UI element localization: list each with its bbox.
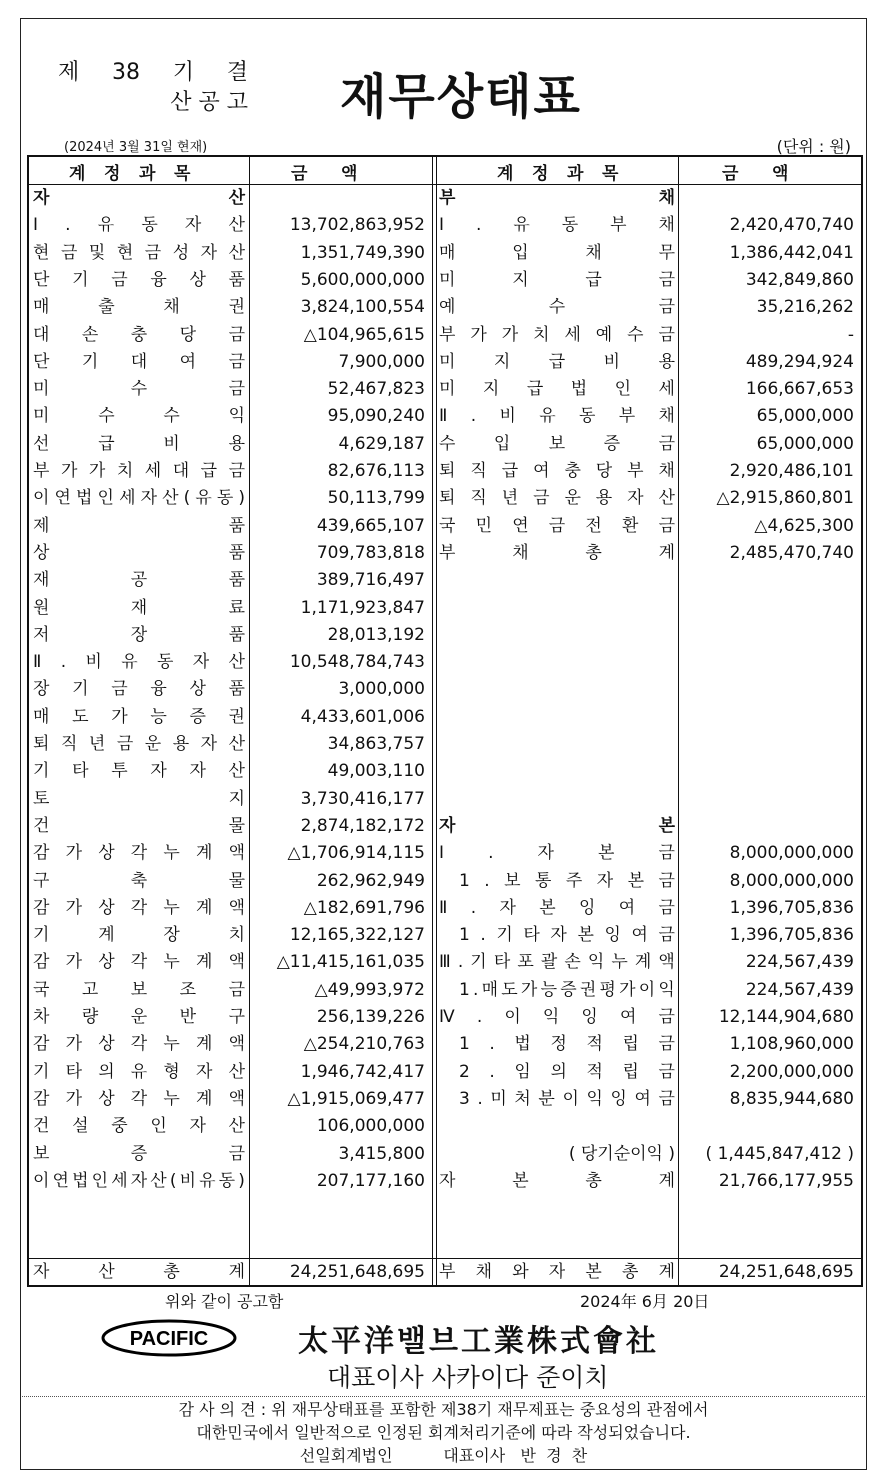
account-label: Ⅱ . 비 유 동 자 산 [33,652,245,673]
amount-value: 166,667,653 [745,379,854,400]
amount-value: 8,000,000,000 [729,870,854,891]
table-row [29,458,861,485]
amount-value: 489,294,924 [745,351,854,372]
table-row [29,1168,861,1195]
table-row [29,1086,861,1113]
amount-value: △2,915,860,801 [716,488,854,509]
account-label: 1 . 법 정 적 립 금 [459,1034,675,1055]
account-label: 부 가 가 치 세 대 급 금 [33,461,245,481]
amount-value: 262,962,949 [316,870,425,891]
account-label: 감 가 상 각 누 계 액 [33,1088,245,1109]
account-label: 퇴 직 년 금 운 용 자 산 [439,488,675,509]
ceo-name: 대표이사 사카이다 준이치 [327,1363,609,1392]
amount-value: 1,396,705,836 [729,897,854,918]
amount-value: 2,200,000,000 [729,1061,854,1082]
account-label: 미 지 급 법 인 세 [439,379,675,400]
table-row [29,212,861,239]
account-label: 퇴 직 년 금 운 용 자 산 [33,734,245,754]
amount-value: 12,144,904,680 [718,1007,854,1027]
amount-value: 106,000,000 [316,1116,425,1137]
table-row [29,977,861,1004]
left-account-header: 계 정 과 목 [69,164,191,184]
account-label: 매 도 가 능 증 권 [33,706,245,727]
table-row [29,185,861,212]
amount-value: 7,900,000 [338,351,425,372]
amount-value: 1,396,705,836 [729,925,854,946]
table-row [29,840,861,867]
account-label: 원 재 료 [33,597,245,618]
amount-value: 3,415,800 [338,1143,425,1164]
account-label: Ⅳ . 이 익 잉 여 금 [439,1007,675,1027]
amount-value: 439,665,107 [316,515,425,536]
audit-line-2: 대한민국에서 일반적으로 인정된 회계처리기준에 따라 작성되었습니다. [196,1423,691,1442]
table-row [29,622,861,649]
account-label: 이 연 법 인 세 자 산 ( 비 유 동 ) [33,1170,245,1191]
amount-value: 2,420,470,740 [729,215,854,236]
amount-value: ( 1,445,847,412 ) [705,1143,854,1164]
account-label: 자 산 [33,188,245,208]
amount-value: 224,567,439 [745,952,854,973]
table-row [29,1031,861,1058]
account-label: 1 . 기 타 자 본 잉 여 금 [459,925,675,946]
amount-value: 8,835,944,680 [729,1088,854,1109]
amount-value: 709,783,818 [316,542,425,563]
fiscal-period-label [58,58,248,118]
table-row [29,1004,861,1031]
account-label: Ⅲ . 기 타 포 괄 손 익 누 계 액 [439,952,675,973]
fiscal-period-token: 결 [226,60,248,85]
amount-value: 10,548,784,743 [289,652,425,673]
amount-value: △104,965,615 [303,324,425,345]
fiscal-period-token: 기 [172,60,194,85]
table-row [29,949,861,976]
amount-value: 34,863,757 [327,734,425,754]
table-row [29,485,861,512]
unit-label: (단위 : 원) [776,137,851,156]
table-row [29,1141,861,1168]
account-label: 자 본 [439,815,675,836]
account-label: 제 품 [33,515,245,536]
account-label: 미 지 급 금 [439,269,675,290]
account-label: 기 타 투 자 자 산 [33,761,245,782]
amount-value: 1,108,960,000 [729,1034,854,1055]
notice-date: 2024年 6月 20日 [580,1292,710,1311]
amount-value: △1,915,069,477 [287,1088,425,1109]
amount-value: 12,165,322,127 [289,925,425,946]
right-total-row [29,1259,861,1286]
account-label: 미 수 수 익 [33,406,245,427]
amount-value: 13,702,863,952 [289,215,425,236]
amount-value: 2,874,182,172 [300,815,425,836]
table-row [29,676,861,703]
table-row [29,294,861,321]
amount-value: 1,386,442,041 [729,242,854,263]
as-of-date: (2024년 3월 31일 현재) [64,140,208,155]
table-row [29,868,861,895]
account-label: 2 . 임 의 적 립 금 [459,1061,675,1082]
fiscal-period-token: 38 [112,60,140,85]
amount-value: 35,216,262 [756,297,854,318]
amount-value: 1,351,749,390 [300,242,425,263]
account-label: 차 량 운 반 구 [33,1007,245,1027]
amount-value: 224,567,439 [745,979,854,1000]
account-label: 단 기 금 융 상 품 [33,269,245,290]
account-label: 구 축 물 [33,870,245,891]
account-label: 미 지 급 비 용 [439,351,675,372]
account-label: 현 금 및 현 금 성 자 산 [33,242,245,263]
account-label: 건 설 중 인 자 산 [33,1116,245,1137]
amount-value: 4,629,187 [338,433,425,454]
account-label: 미 수 금 [33,379,245,400]
account-label: 건 물 [33,815,245,836]
amount-value: 2,920,486,101 [729,461,854,481]
amount-value: 389,716,497 [316,570,425,591]
account-label: Ⅰ . 유 동 자 산 [33,215,245,236]
table-row [29,540,861,567]
table-row [29,704,861,731]
account-label: 부 가 가 치 세 예 수 금 [439,324,675,345]
amount-value: 8,000,000,000 [729,843,854,864]
amount-value: 1,171,923,847 [300,597,425,618]
amount-value: 1,946,742,417 [300,1061,425,1082]
account-label: ( 당기순이익 ) [568,1143,675,1164]
account-label: 감 가 상 각 누 계 액 [33,843,245,864]
table-row [29,431,861,458]
company-name: 太平洋밸브工業株式會社 [298,1324,659,1359]
left-amount-header: 금 액 [291,164,358,184]
logo-text: PACIFIC [129,1328,209,1350]
table-row [29,403,861,430]
account-label: 토 지 [33,788,245,809]
account-label: 기 계 장 치 [33,925,245,946]
amount-value: 95,090,240 [327,406,425,427]
account-label: Ⅰ . 자 본 금 [439,843,675,864]
amount-value: 3,730,416,177 [300,788,425,809]
amount-value: △49,993,972 [314,979,425,1000]
account-label: 감 가 상 각 누 계 액 [33,897,245,918]
account-label: 부 채 총 계 [439,542,675,563]
table-row [29,731,861,758]
account-label: 자 본 총 계 [439,1170,675,1191]
account-label: 부 채 [439,188,675,208]
table-row [29,567,861,594]
amount-value: 21,766,177,955 [718,1170,854,1191]
account-label: 3 . 미 처 분 이 익 잉 여 금 [459,1088,675,1109]
table-row [29,786,861,813]
account-label: 상 품 [33,542,245,563]
amount-value: 65,000,000 [756,406,854,427]
divider [22,1396,865,1397]
account-label: 예 수 금 [439,297,675,318]
account-label: 보 증 금 [33,1143,245,1164]
account-label: Ⅱ . 자 본 잉 여 금 [439,897,675,918]
account-label: 1 . 보 통 주 자 본 금 [459,870,675,891]
audit-opinion [22,1398,865,1467]
amount-value: 342,849,860 [745,269,854,290]
account-label: 저 장 품 [33,624,245,645]
account-label: 장 기 금 융 상 품 [33,679,245,700]
audit-line-1: 감 사 의 견 : 위 재무상태표를 포함한 제38기 재무제표는 중요성의 관점에서 [178,1400,709,1419]
amount-value: 3,824,100,554 [300,297,425,318]
account-label: Ⅱ . 비 유 동 부 채 [439,406,675,427]
amount-value: 52,467,823 [327,379,425,400]
fiscal-period-token: 제 [58,60,80,85]
amount-value: △1,706,914,115 [287,843,425,864]
table-row [29,376,861,403]
table-row [29,1113,861,1140]
amount-value: 49,003,110 [327,761,425,782]
audit-line-3: 선일회계법인 대표이사 반 경 찬 [299,1446,588,1465]
amount-value: △254,210,763 [303,1034,425,1055]
notice-statement: 위와 같이 공고함 [165,1292,284,1311]
account-label: 이 연 법 인 세 자 산 ( 유 동 ) [33,488,245,509]
amount-value: 4,433,601,006 [300,706,425,727]
table-row [29,595,861,622]
amount-value: 24,251,648,695 [289,1262,425,1282]
amount-value: △4,625,300 [754,515,854,536]
balance-sheet-table [27,155,863,1287]
account-label: 감 가 상 각 누 계 액 [33,1034,245,1055]
account-label: 부 채 와 자 본 총 계 [439,1262,675,1282]
account-label: 수 입 보 증 금 [439,433,675,454]
amount-value: △182,691,796 [303,897,425,918]
amount-value: 65,000,000 [756,433,854,454]
right-amount-header: 금 액 [722,164,789,184]
account-label: 기 타 의 유 형 자 산 [33,1061,245,1082]
account-label: 자 산 총 계 [33,1262,245,1282]
table-row [29,267,861,294]
table-row [29,649,861,676]
account-label: 대 손 충 당 금 [33,324,245,345]
pacific-logo [101,1319,237,1357]
amount-value: △11,415,161,035 [276,952,425,973]
table-row [29,322,861,349]
amount-value: 256,139,226 [316,1007,425,1027]
account-label: 국 민 연 금 전 환 금 [439,515,675,536]
account-label: 재 공 품 [33,570,245,591]
table-row [29,349,861,376]
account-label: 단 기 대 여 금 [33,351,245,372]
amount-value: 82,676,113 [327,461,425,481]
table-row [29,813,861,840]
table-row [29,922,861,949]
account-label: 매 출 채 권 [33,297,245,318]
account-label: 1 . 매 도 가 능 증 권 평 가 이 익 [459,979,675,1000]
amount-value: 24,251,648,695 [718,1262,854,1282]
account-label: 국 고 보 조 금 [33,979,245,1000]
account-label: Ⅰ . 유 동 부 채 [439,215,675,236]
table-row [29,1059,861,1086]
amount-value: 28,013,192 [327,624,425,645]
table-row [29,895,861,922]
account-label: 선 급 비 용 [33,433,245,454]
amount-value: 207,177,160 [316,1170,425,1191]
right-account-header: 계 정 과 목 [497,164,619,184]
page-title: 재무상태표 [340,69,582,125]
account-label: 감 가 상 각 누 계 액 [33,952,245,973]
table-row [29,758,861,785]
amount-value: 5,600,000,000 [300,269,425,290]
amount-value: 2,485,470,740 [729,542,854,563]
table-row [29,513,861,540]
settlement-notice-label: 산 공 고 [170,90,248,115]
amount-value: 50,113,799 [327,488,425,509]
account-label: 퇴 직 급 여 충 당 부 채 [439,461,675,481]
account-label: 매 입 채 무 [439,242,675,263]
table-row [29,240,861,267]
amount-value: - [847,324,854,345]
amount-value: 3,000,000 [338,679,425,700]
